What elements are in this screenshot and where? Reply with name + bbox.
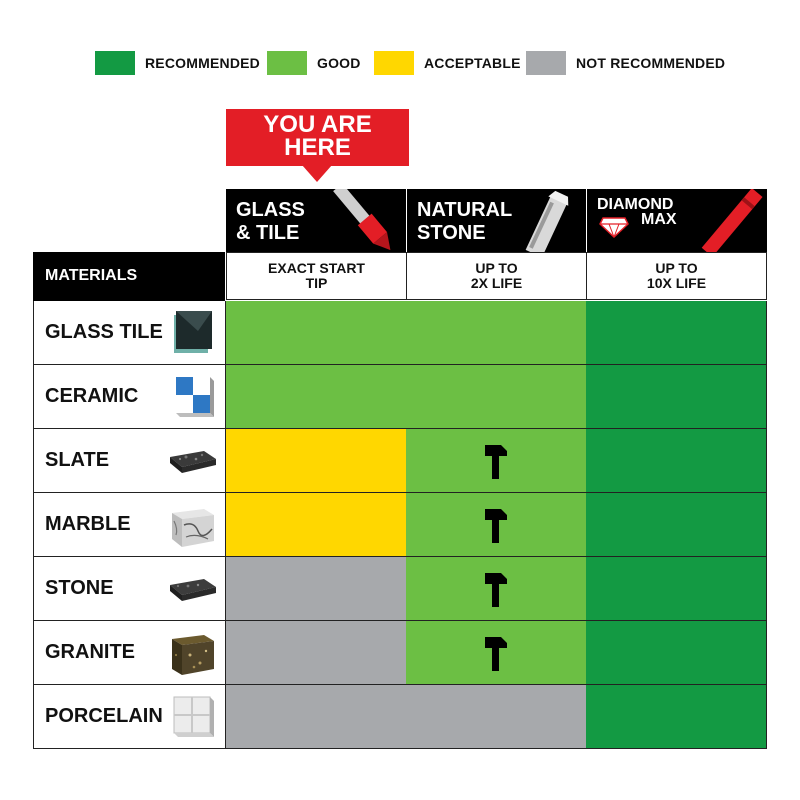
you-are-here-callout	[226, 109, 409, 166]
cell-slate-diamond-max	[586, 429, 767, 493]
legend-label: GOOD	[317, 55, 361, 71]
material-label: SLATE	[45, 449, 110, 471]
materials-header	[33, 252, 225, 301]
row-label-slate	[33, 429, 226, 493]
legend-swatch	[267, 51, 307, 75]
product-name-line-1: NATURAL	[417, 199, 513, 221]
row-label-marble	[33, 493, 226, 557]
marble-icon	[168, 501, 216, 549]
product-name-line-1: DIAMOND	[597, 196, 674, 213]
benefit-diamond-max	[586, 252, 767, 300]
legend-item-acceptable	[374, 50, 521, 76]
porcelain-tile-icon	[168, 693, 216, 741]
legend-swatch	[526, 51, 566, 75]
row-label-stone	[33, 557, 226, 621]
hammer-icon	[484, 570, 508, 608]
material-label: CERAMIC	[45, 385, 139, 407]
benefit-natural-stone	[406, 252, 587, 300]
legend-item-good	[267, 50, 361, 76]
cell-granite-glass-tile	[226, 621, 407, 685]
hammer-icon	[484, 442, 508, 480]
cell-slate-glass-tile	[226, 429, 407, 493]
legend-label: RECOMMENDED	[145, 55, 260, 71]
glass-tile-icon	[168, 309, 216, 357]
cell-ceramic-diamond-max	[586, 365, 767, 429]
benefit-label: UP TO 2X LIFE	[470, 260, 523, 291]
cell-glass-tile-natural-stone	[406, 301, 587, 365]
cell-stone-glass-tile	[226, 557, 407, 621]
natural-stone-bit-icon	[512, 189, 586, 252]
material-label: GRANITE	[45, 641, 135, 663]
benefit-glass-tile	[226, 252, 407, 300]
stone-icon	[168, 565, 216, 613]
cell-ceramic-natural-stone	[406, 365, 587, 429]
granite-icon	[168, 629, 216, 677]
hammer-icon	[484, 506, 508, 544]
callout-line-2: HERE	[284, 134, 351, 161]
cell-granite-natural-stone	[406, 621, 587, 685]
cell-ceramic-glass-tile	[226, 365, 407, 429]
benefit-label: UP TO 10X LIFE	[646, 260, 707, 291]
row-label-glass-tile	[33, 301, 226, 365]
legend-label: NOT RECOMMENDED	[576, 55, 726, 71]
hammer-icon	[484, 634, 508, 672]
material-label: GLASS TILE	[45, 321, 163, 343]
cell-porcelain-natural-stone	[406, 685, 587, 749]
cell-marble-diamond-max	[586, 493, 767, 557]
material-label: STONE	[45, 577, 114, 599]
product-name-line-1: GLASS	[236, 199, 305, 221]
cell-stone-diamond-max	[586, 557, 767, 621]
cell-granite-diamond-max	[586, 621, 767, 685]
cell-porcelain-diamond-max	[586, 685, 767, 749]
product-name-line-2: MAX	[641, 211, 677, 228]
diamond-max-bit-icon	[697, 189, 767, 252]
legend-item-not-recommended	[526, 50, 725, 76]
cell-glass-tile-diamond-max	[586, 301, 767, 365]
row-label-granite	[33, 621, 226, 685]
callout-line-1: YOU ARE	[263, 111, 372, 138]
cell-marble-natural-stone	[406, 493, 587, 557]
cell-stone-natural-stone	[406, 557, 587, 621]
materials-header-label: MATERIALS	[45, 267, 138, 284]
glass-tile-bit-icon	[326, 189, 406, 252]
material-label: PORCELAIN	[45, 705, 163, 727]
row-label-ceramic	[33, 365, 226, 429]
row-label-porcelain	[33, 685, 226, 749]
cell-glass-tile-glass-tile	[226, 301, 407, 365]
product-name-line-2: STONE	[417, 222, 486, 244]
cell-marble-glass-tile	[226, 493, 407, 557]
legend-swatch	[95, 51, 135, 75]
cell-slate-natural-stone	[406, 429, 587, 493]
ceramic-tile-icon	[168, 373, 216, 421]
product-name-line-2: & TILE	[236, 222, 300, 244]
callout-arrow-icon	[302, 165, 332, 182]
diamond-icon	[599, 216, 629, 238]
cell-porcelain-glass-tile	[226, 685, 407, 749]
legend-label: ACCEPTABLE	[424, 55, 521, 71]
legend-swatch	[374, 51, 414, 75]
benefit-label: EXACT START TIP	[268, 260, 365, 291]
slate-icon	[168, 437, 216, 485]
product-header-diamond-max	[587, 189, 767, 252]
product-header-natural-stone	[407, 189, 586, 252]
product-header-glass-tile	[226, 189, 406, 252]
legend-item-recommended	[95, 50, 260, 76]
legend	[0, 50, 800, 76]
material-label: MARBLE	[45, 513, 131, 535]
